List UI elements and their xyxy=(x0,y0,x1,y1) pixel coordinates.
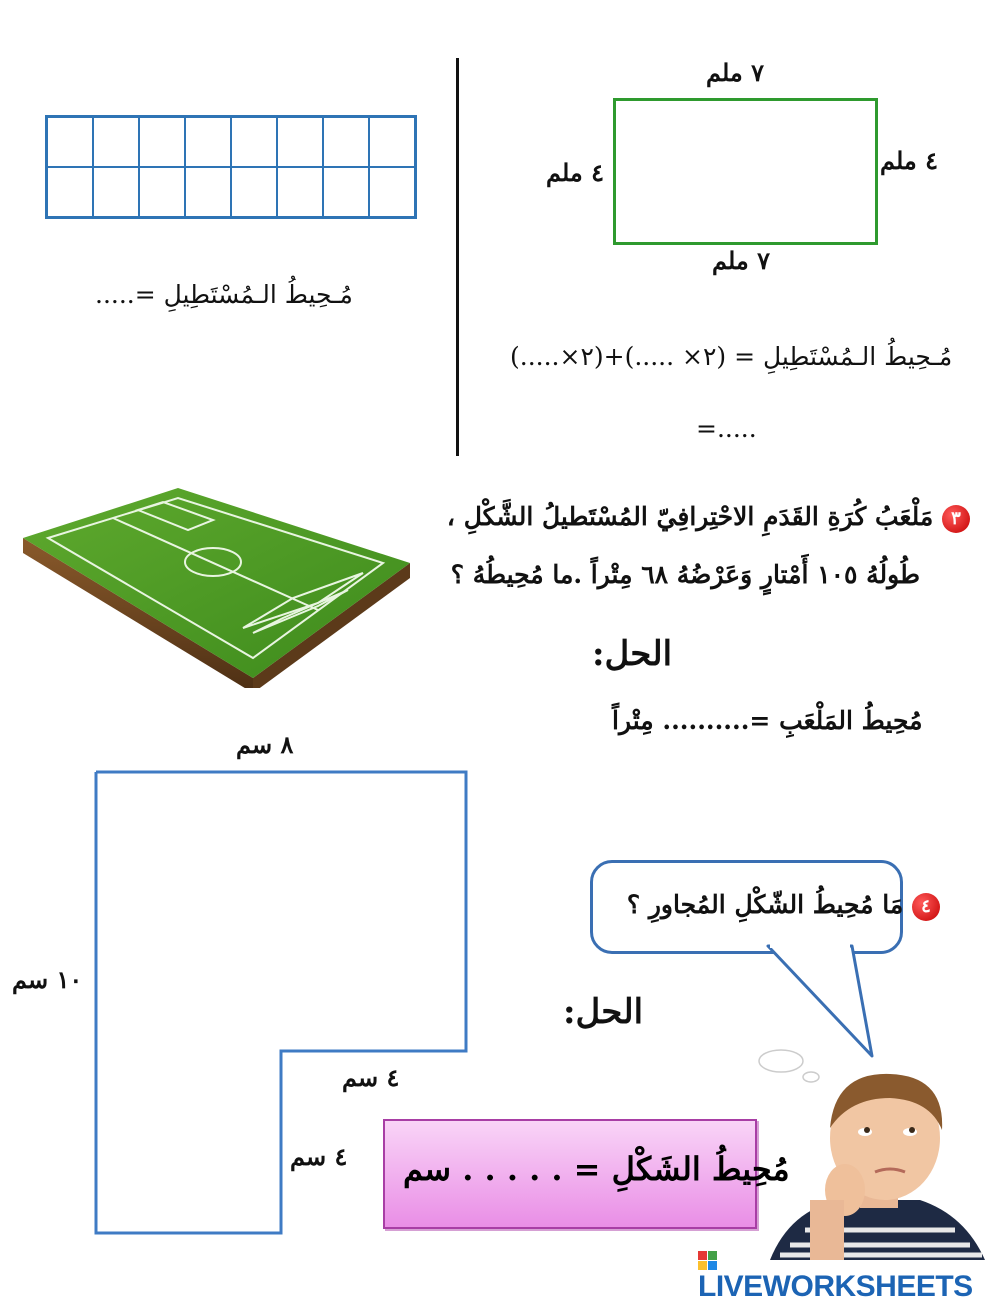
green-rectangle xyxy=(613,98,878,245)
green-rect-formula: مُـحِيطُ الـمُسْتَطِيلِ = (٢× .....)+(٢×.....) xyxy=(510,342,953,371)
question-3-solution-heading: الحل: xyxy=(592,634,673,674)
shape-top-label: ٨ سم xyxy=(236,730,294,759)
football-pitch-image xyxy=(18,478,418,688)
grid-rectangle xyxy=(45,115,417,219)
question-3-text-line1: مَلْعَبُ كُرَةِ القَدَمِ الاحْتِرافِيّ المُسْتَطيلُ الشَّكْلِ ، xyxy=(446,502,934,531)
green-rect-bottom-label: ٧ ملم xyxy=(712,246,771,275)
green-rect-left-label: ٤ ملم xyxy=(546,158,605,187)
green-rect-result: =..... xyxy=(696,414,757,443)
liveworksheets-logo xyxy=(698,1250,1000,1304)
question-3-text-line2: طُولُهُ ١٠٥ أَمْتارٍ وَعَرْضُهُ ٦٨ مِتْراً .ما مُحِيطُهُ ؟ xyxy=(450,560,920,589)
grid-rect-perimeter-label: مُـحِيطُ الـمُسْتَطِيلِ =..... xyxy=(95,280,353,309)
liveworksheets-logo-mark xyxy=(698,1251,717,1270)
question-4-text: مَا مُحِيطُ الشّكْلِ المُجاورِ ؟ xyxy=(626,890,904,919)
green-rect-right-label: ٤ ملم xyxy=(880,146,939,175)
question-4-answer-text: مُحِيطُ الشَكْلِ = . . . . . سم xyxy=(403,1150,790,1188)
shape-notch-vertical-label: ٤ سم xyxy=(290,1142,348,1171)
liveworksheets-brand-text: LIVEWORKSHEETS xyxy=(698,1270,973,1303)
shape-left-label: ١٠ سم xyxy=(12,965,83,994)
green-rect-top-label: ٧ ملم xyxy=(706,58,765,87)
shape-notch-horizontal-label: ٤ سم xyxy=(342,1063,400,1092)
vertical-divider xyxy=(456,58,459,456)
question-3-answer-line: مُحِيطُ المَلْعَبِ =.......... مِتْراً xyxy=(612,706,923,735)
question-4-line xyxy=(627,890,940,921)
question-3-number-badge: ٣ xyxy=(942,505,970,533)
thinking-boy-image xyxy=(750,1060,990,1260)
question-3-line1 xyxy=(447,502,970,533)
question-4-number-badge: ٤ xyxy=(912,893,940,921)
question-4-solution-heading: الحل: xyxy=(563,992,644,1032)
